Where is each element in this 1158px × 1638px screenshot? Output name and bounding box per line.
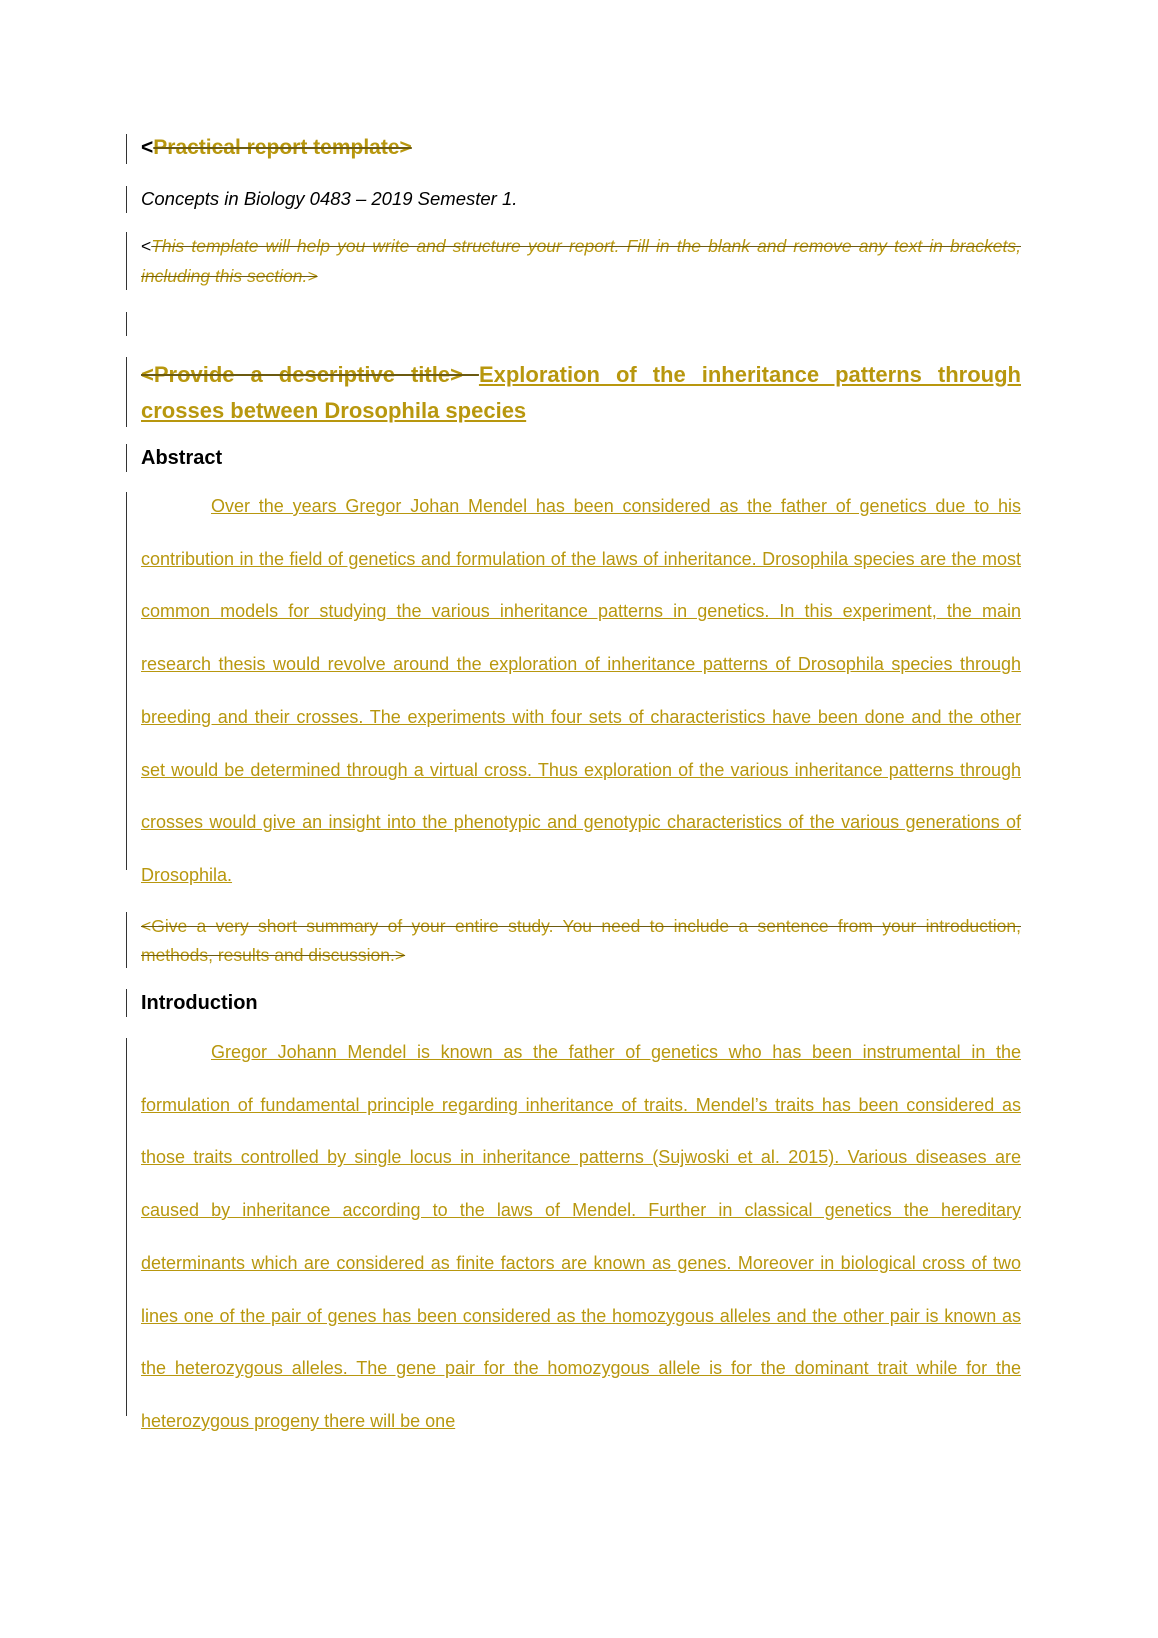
template-instruction-block: [126, 232, 1029, 290]
template-heading-block: [126, 134, 1029, 164]
course-line[interactable]: Concepts in Biology 0483 – 2019 Semester 1.: [141, 188, 518, 209]
abstract-heading-block: [126, 444, 1029, 472]
deleted-abstract-instruction: <Give a very short summary of your entire study. You need to include a sentence from your introduction, methods, results and discussion.>: [141, 916, 1021, 965]
introduction-indent: [141, 1042, 211, 1062]
template-instruction[interactable]: [127, 231, 1021, 291]
abstract-body-block: [126, 492, 1029, 885]
abstract-heading[interactable]: Abstract: [141, 447, 223, 469]
empty-paragraph[interactable]: [126, 312, 1029, 336]
abstract-instruction[interactable]: [127, 912, 1021, 970]
introduction-body[interactable]: [127, 1026, 1021, 1448]
abstract-indent: [141, 496, 211, 516]
deleted-title-placeholder: <Provide a descriptive title>: [141, 362, 479, 387]
introduction-heading[interactable]: Introduction: [141, 992, 258, 1014]
heading-open-bracket: <: [141, 136, 154, 159]
introduction-body-block: [126, 1038, 1029, 1431]
abstract-body[interactable]: [127, 480, 1021, 902]
introduction-body-text: Gregor Johann Mendel is known as the father of genetics who has been instrumental in the formulation of fundamental principle regarding inheritance of traits. Mendel’s traits has been considered as those traits controlled by single locus in inheritance patterns (Sujwoski et al. 2015). Various diseases are caused by inheritance according to the laws of Mendel. Further in classical genetics the hereditary determinants which are considered as finite factors are known as genes. Moreover in biological cross of two lines one of the pair of genes has been considered as the homozygous alleles and the other pair is known as the heterozygous alleles. The gene pair for the homozygous allele is for the dominant trait while for the heterozygous progeny there will be one: [141, 1042, 1021, 1431]
inserted-title-text: Exploration of the inheritance patterns through crosses between Drosophila species: [141, 362, 1021, 423]
abstract-body-text: Over the years Gregor Johan Mendel has been considered as the father of genetics due to his contribution in the field of genetics and formulation of the laws of inheritance. Drosophila species are the most common models for studying the various inheritance patterns in genetics. In this experiment, the main research thesis would revolve around the exploration of inheritance patterns of Drosophila species through breeding and their crosses. The experiments with four sets of characteristics have been done and the other set would be determined through a virtual cross. Thus exploration of the various inheritance patterns through crosses would give an insight into the phenotypic and genotypic characteristics of the various generations of Drosophila.: [141, 496, 1021, 885]
template-heading[interactable]: [127, 134, 1021, 162]
introduction-heading-block: [126, 989, 1029, 1017]
report-title-block: [126, 357, 1029, 427]
deleted-heading-text: Practical report template>: [153, 136, 412, 159]
abstract-instruction-block: [126, 912, 1029, 968]
report-title[interactable]: [127, 357, 1021, 429]
instruction-open-bracket: <: [141, 236, 152, 256]
course-line-block: [126, 186, 1029, 213]
deleted-instruction-text: This template will help you write and structure your report. Fill in the blank and remove any text in brackets, including this section.>: [141, 236, 1021, 286]
